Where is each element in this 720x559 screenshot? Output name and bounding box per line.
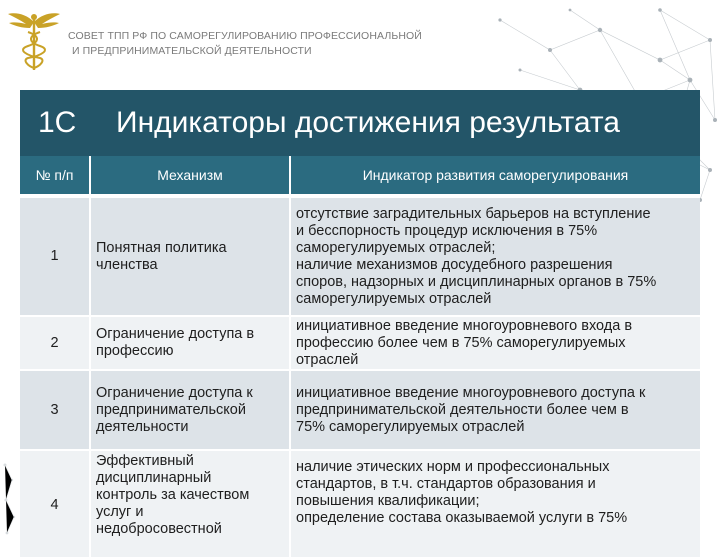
table-row <box>20 198 700 316</box>
row-indicator: наличие этических норм и профессиональных стандартов, в т.ч. стандартов образования и повышения квалификации; определение состава оказываемой услуги в 75% <box>290 450 700 558</box>
page-title: Индикаторы достижения результата <box>116 106 620 139</box>
header-number: № п/п <box>20 156 90 194</box>
row-number: 2 <box>20 316 90 370</box>
row-indicator: инициативное введение многоуровневого входа в профессию более чем в 75% саморегулируемых отраслей <box>290 316 700 370</box>
indicators-table <box>20 156 700 559</box>
header-mechanism: Механизм <box>90 156 290 194</box>
org-name-line2: И ПРЕДПРИНИМАТЕЛЬСКОЙ ДЕЯТЕЛЬНОСТИ <box>72 45 312 57</box>
row-mechanism: Эффективный дисциплинарный контроль за качеством услуг и недобросовестной <box>90 450 290 558</box>
row-mechanism: Ограничение доступа к предпринимательской деятельности <box>90 370 290 450</box>
section-code: 1С <box>38 106 77 139</box>
row-indicator: отсутствие заградительных барьеров на вступление и бесспорность процедур исключения в 75% саморегулируемых отраслей; наличие механизмов досудебного разрешения споров, надзорных и дисциплинарных органов в 75% саморегулируемых отраслей <box>290 198 700 316</box>
org-name-line1: СОВЕТ ТПП РФ ПО САМОРЕГУЛИРОВАНИЮ ПРОФЕССИОНАЛЬНОЙ <box>68 30 422 42</box>
row-number: 4 <box>20 450 90 558</box>
corner-decoration <box>0 455 22 540</box>
row-mechanism: Понятная политика членства <box>90 198 290 316</box>
caduceus-logo-icon <box>6 8 62 74</box>
header-indicator: Индикатор развития саморегулирования <box>290 156 700 194</box>
table-row <box>20 316 700 370</box>
table-row <box>20 370 700 450</box>
table-row <box>20 450 700 558</box>
row-mechanism: Ограничение доступа в профессию <box>90 316 290 370</box>
organization-name <box>68 29 488 59</box>
title-bar <box>20 90 700 156</box>
row-indicator: инициативное введение многоуровневого доступа к предпринимательской деятельности более чем в 75% саморегулируемых отраслей <box>290 370 700 450</box>
row-number: 1 <box>20 198 90 316</box>
row-number: 3 <box>20 370 90 450</box>
table-header-row <box>20 156 700 194</box>
